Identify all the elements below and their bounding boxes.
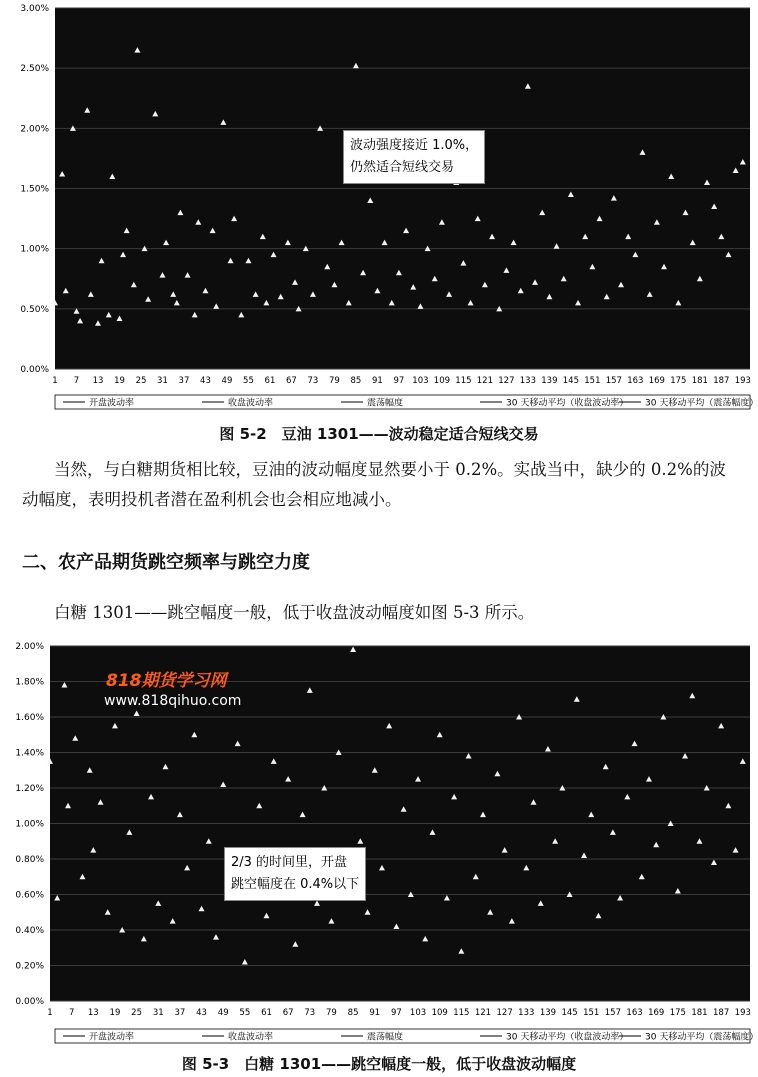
y-tick-label: 3.00%: [20, 4, 49, 14]
x-tick-label: 7: [73, 376, 80, 386]
x-tick-label: 79: [329, 376, 340, 386]
x-tick-label: 145: [561, 1008, 578, 1018]
x-tick-label: 127: [498, 376, 515, 386]
legend-label: 收盘波动率: [228, 398, 274, 409]
x-tick-label: 151: [584, 376, 601, 386]
x-tick-label: 127: [496, 1008, 513, 1018]
x-tick-label: 37: [178, 376, 190, 386]
x-tick-label: 91: [372, 376, 383, 386]
watermark-url: www.818qihuo.com: [104, 693, 242, 709]
x-tick-label: 157: [605, 376, 622, 386]
paragraph-1: 当然，与白糖期货相比较，豆油的波动幅度显然要小于 0.2%。实战当中，缺少的 0.2%的波动幅度，表明投机者潜在盈利机会也会相应地减小。: [22, 460, 726, 509]
x-tick-label: 67: [286, 376, 297, 386]
x-tick-label: 37: [174, 1008, 186, 1018]
legend-label: 30 天移动平均（震荡幅度）: [645, 1032, 758, 1043]
legend-label: 开盘波动率: [89, 1032, 135, 1043]
y-tick-label: 2.50%: [20, 64, 49, 75]
x-tick-label: 139: [541, 376, 558, 386]
x-tick-label: 85: [347, 1008, 359, 1018]
section-heading: 二、农产品期货跳空频率与跳空力度: [22, 552, 310, 573]
x-tick-label: 163: [626, 1008, 643, 1018]
y-tick-label: 1.80%: [15, 677, 44, 688]
x-tick-label: 121: [476, 376, 494, 386]
y-tick-label: 0.80%: [15, 855, 44, 865]
x-tick-label: 115: [455, 376, 472, 386]
legend-label: 开盘波动率: [89, 398, 135, 409]
x-tick-label: 97: [393, 376, 405, 386]
x-tick-label: 175: [669, 1008, 686, 1018]
x-tick-label: 43: [196, 1008, 207, 1018]
x-tick-label: 79: [326, 1008, 337, 1018]
x-tick-label: 181: [691, 1008, 708, 1018]
x-tick-label: 169: [648, 376, 665, 386]
x-tick-label: 181: [691, 376, 708, 386]
annotation-line: 仍然适合短线交易: [350, 160, 455, 175]
x-tick-label: 49: [221, 376, 233, 386]
y-tick-label: 0.00%: [20, 365, 49, 375]
y-tick-label: 0.40%: [15, 926, 44, 936]
y-tick-label: 2.00%: [20, 124, 49, 135]
x-tick-label: 145: [562, 376, 579, 386]
x-tick-label: 187: [713, 1008, 730, 1018]
y-tick-label: 2.00%: [15, 642, 44, 652]
x-tick-label: 25: [135, 376, 147, 386]
x-tick-label: 139: [539, 1008, 557, 1018]
legend-label: 30 天移动平均（收盘波动率）: [506, 398, 629, 409]
watermark-logo: 818期货学习网: [106, 671, 227, 691]
paragraph-2: 白糖 1301——跳空幅度一般，低于收盘波动幅度如图 5-3 所示。: [54, 603, 535, 622]
x-tick-label: 55: [239, 1008, 251, 1018]
figure-caption-1: 图 5-2 豆油 1301——波动稳定适合短线交易: [219, 425, 539, 443]
x-tick-label: 157: [604, 1008, 622, 1018]
annotation-box-2: [224, 847, 366, 901]
x-tick-label: 7: [68, 1008, 75, 1018]
x-tick-label: 61: [264, 376, 276, 386]
x-tick-label: 109: [431, 1008, 448, 1018]
chart-soybean-oil: [0, 0, 758, 420]
x-tick-label: 133: [519, 376, 537, 386]
legend-label: 30 天移动平均（收盘波动率）: [506, 1032, 629, 1043]
y-tick-label: 1.50%: [20, 184, 49, 195]
y-tick-label: 1.00%: [15, 819, 44, 830]
figure-caption-2: 图 5-3 白糖 1301——跳空幅度一般，低于收盘波动幅度: [181, 1055, 577, 1073]
y-tick-label: 0.20%: [15, 961, 44, 972]
x-tick-label: 25: [131, 1008, 143, 1018]
x-tick-label: 55: [243, 376, 254, 386]
x-tick-label: 169: [648, 1008, 665, 1018]
x-tick-label: 103: [412, 376, 429, 386]
x-tick-label: 61: [261, 1008, 272, 1018]
x-tick-label: 67: [282, 1008, 294, 1018]
y-tick-label: 1.00%: [20, 244, 49, 255]
y-tick-label: 1.40%: [15, 748, 44, 759]
y-tick-label: 1.60%: [15, 713, 44, 723]
x-tick-label: 19: [109, 1008, 121, 1018]
x-tick-label: 187: [713, 376, 730, 386]
legend-label: 震荡幅度: [367, 398, 404, 409]
x-tick-label: 43: [200, 376, 211, 386]
annotation-box-1: [343, 130, 485, 184]
y-tick-label: 1.20%: [15, 784, 44, 794]
x-tick-label: 151: [583, 1008, 600, 1018]
x-tick-label: 91: [369, 1008, 381, 1018]
x-tick-label: 85: [350, 376, 362, 386]
x-tick-label: 73: [307, 376, 319, 386]
legend-label: 30 天移动平均（震荡幅度）: [645, 398, 758, 409]
annotation-line: 跳空幅度在 0.4%以下: [231, 877, 360, 892]
x-tick-label: 193: [734, 376, 751, 386]
y-tick-label: 0.50%: [20, 304, 49, 315]
x-tick-label: 97: [390, 1008, 402, 1018]
annotation-line: 波动强度接近 1.0%，: [350, 138, 479, 153]
x-tick-label: 175: [670, 376, 687, 386]
annotation-line: 2/3 的时间里，开盘: [231, 855, 348, 870]
x-tick-label: 163: [627, 376, 644, 386]
x-tick-label: 1: [52, 376, 58, 386]
x-tick-label: 13: [92, 376, 104, 386]
x-tick-label: 31: [152, 1008, 164, 1018]
x-tick-label: 19: [114, 376, 125, 386]
x-tick-label: 193: [734, 1008, 751, 1018]
x-tick-label: 121: [474, 1008, 492, 1018]
x-tick-label: 115: [453, 1008, 470, 1018]
x-tick-label: 31: [157, 376, 168, 386]
x-tick-label: 73: [304, 1008, 316, 1018]
x-tick-label: 109: [433, 376, 451, 386]
x-tick-label: 49: [217, 1008, 229, 1018]
x-tick-label: 103: [409, 1008, 427, 1018]
y-tick-label: 0.60%: [15, 890, 44, 901]
x-tick-label: 1: [47, 1008, 53, 1018]
x-tick-label: 133: [518, 1008, 535, 1018]
y-tick-label: 0.00%: [15, 997, 44, 1007]
legend-label: 收盘波动率: [228, 1032, 274, 1043]
legend-label: 震荡幅度: [367, 1032, 404, 1043]
x-tick-label: 13: [87, 1008, 99, 1018]
